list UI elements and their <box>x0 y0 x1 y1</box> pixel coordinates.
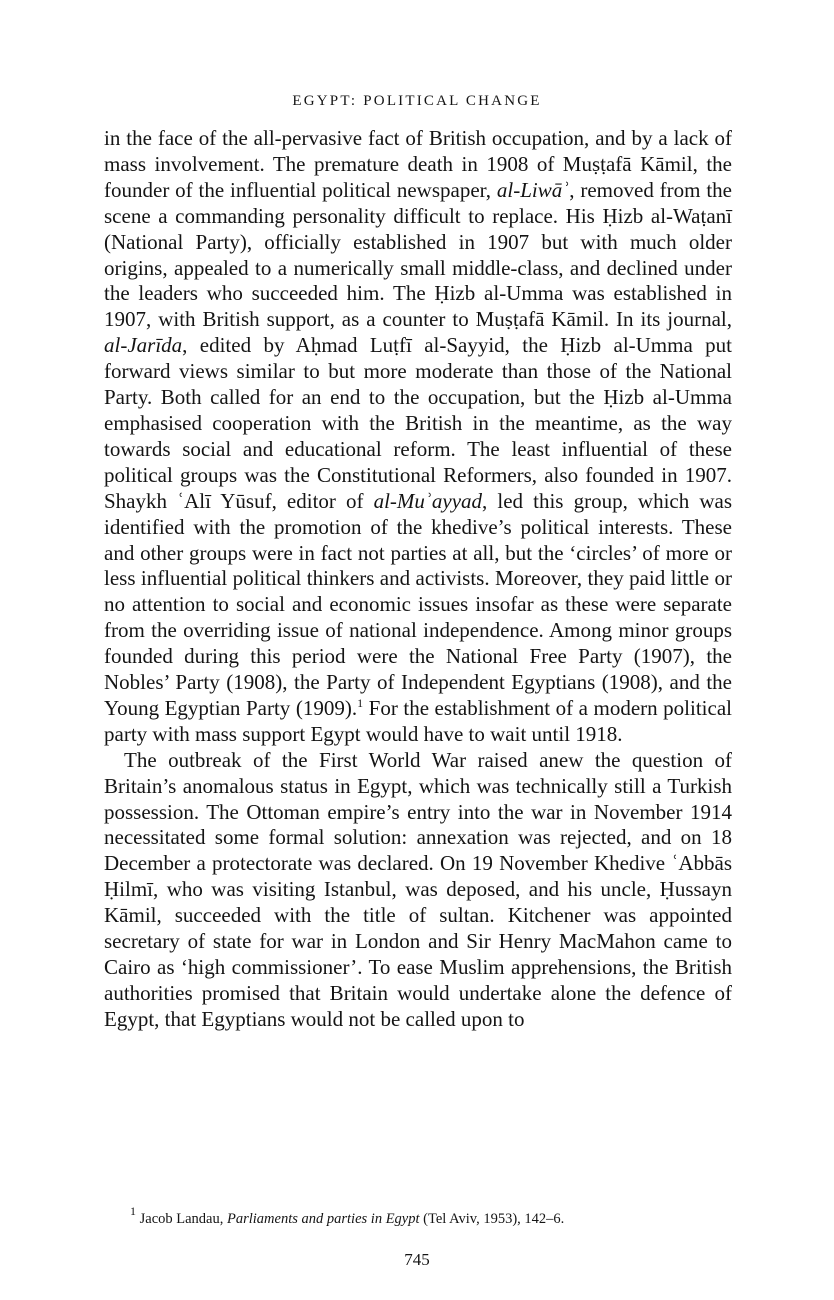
page-number: 745 <box>404 1250 430 1269</box>
footnote <box>130 1204 750 1228</box>
paragraph-2: The outbreak of the First World War raised anew the question of Britain’s anomalous status in Egypt, which was technically still a Turkish possession. The Ottoman empire’s entry into the war in November 1914 necessitated some formal solution: annexation was rejected, and on 18 December a protectorate was declared. On 19 November Khedive ʿAbbās Ḥilmī, who was visiting Istanbul, was deposed, and his uncle, Ḥussayn Kāmil, succeeded with the title of sultan. Kitchener was appointed secretary of state for war in London and Sir Henry MacMahon came to Cairo as ‘high commissioner’. To ease Muslim apprehensions, the British authorities promised that Britain would undertake alone the defence of Egypt, that Egyptians would not be called upon to <box>104 747 732 1031</box>
running-head: EGYPT: POLITICAL CHANGE <box>292 93 542 109</box>
text-run: in the face of the all-pervasive fact of British occupation, and by a lack of mass involvement. The premature death in 1908 of Muṣṭafā Kāmil, the founder of the influential political newspaper, <box>104 126 732 202</box>
paragraph-1 <box>104 126 732 748</box>
newspaper-title-al-liwa: al-Liwāʾ <box>496 177 570 202</box>
footnote-author: Jacob Landau, <box>139 1211 224 1227</box>
newspaper-title-al-muayyad: al-Muʾayyad <box>373 488 483 513</box>
footnote-reference: 1 <box>357 695 364 710</box>
footnote-marker: 1 <box>130 1204 136 1218</box>
journal-title-al-jarida: al-Jarīda <box>104 333 183 358</box>
footnote-book-title: Parliaments and parties in Egypt <box>227 1211 420 1227</box>
text-run: , edited by Aḥmad Luṭfī al-Sayyid, the Ḥizb al-Umma put forward views similar to but more moderate than those of the National Party. Both called for an end to the occupation, but the Ḥizb al-Umma emphasised cooperation with the British in the meantime, as the way towards social and educational reform. The least influential of these political groups was the Constitutional Reformers, also founded in 1907. Shaykh ʿAlī Yūsuf, editor of <box>104 333 732 513</box>
body-text <box>104 126 732 1033</box>
footnote-publication: (Tel Aviv, 1953), 142–6. <box>423 1211 565 1227</box>
text-run: For the establishment of a modern political party with mass support Egypt would have to wait until 1918. <box>104 695 732 746</box>
text-run: , led this group, which was identified with the promotion of the khedive’s political interests. These and other groups were in fact not parties at all, but the ‘circles’ of more or less influential political thinkers and activists. Moreover, they paid little or no attention to social and economic issues insofar as these were separate from the overriding issue of national independence. Among minor groups founded during this period were the National Free Party (1907), the Nobles’ Party (1908), the Party of Independent Egyptians (1908), and the Young Egyptian Party (1909). <box>104 488 732 720</box>
text-run: , removed from the scene a commanding personality difficult to replace. His Ḥizb al-Waṭanī (National Party), officially established in 1907 but with much older origins, appealed to a numerically small middle-class, and declined under the leaders who succeeded him. The Ḥizb al-Umma was established in 1907, with British support, as a counter to Muṣṭafā Kāmil. In its journal, <box>104 177 733 332</box>
